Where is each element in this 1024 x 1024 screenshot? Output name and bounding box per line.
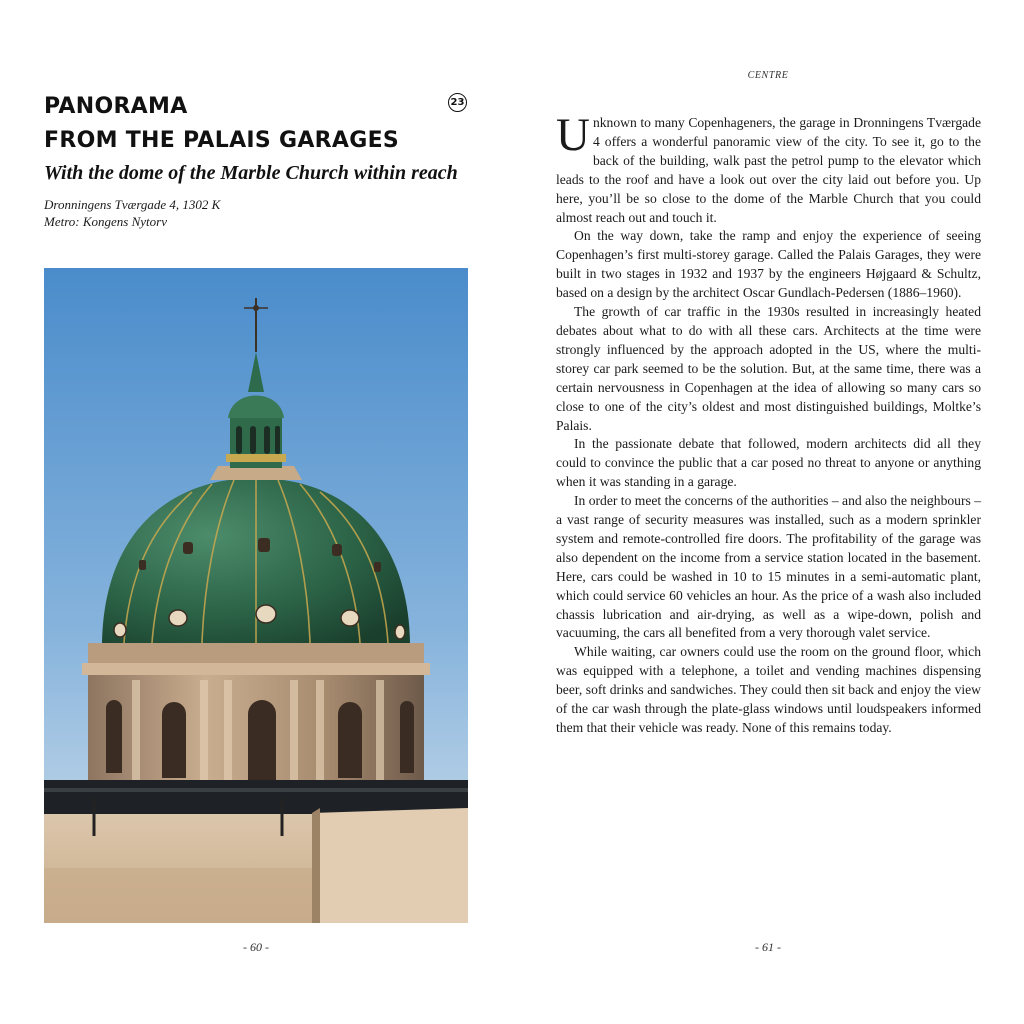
page-title xyxy=(44,90,399,158)
subtitle: With the dome of the Marble Church within reach xyxy=(44,162,458,184)
entry-number-badge: 23 xyxy=(448,93,467,112)
paragraph: In order to meet the concerns of the authorities – and also the neighbours – a vast range of security measures was installed, such as a modern sprinkler system and remote-controlled fire doors. The profitability of the garage was also dependent on the income from a service station located in the basement. Here, cars could be washed in 10 to 15 minutes in a semi-automatic plant, which could service 60 vehicles an hour. As the price of a wash also included chassis lubrication and air-drying, as well as a wipe-down, polish and vacuuming, the cars all benefited from a very thorough valet service. xyxy=(556,493,981,641)
paragraph: While waiting, car owners could use the room on the ground floor, which was equipped with a telephone, a toilet and vending machines dispensing beer, soft drinks and sandwiches. They could then sit back and enjoy the view of the car wash through the plate-glass windows until loudspeakers informed them that their vehicle was ready. None of this remains today. xyxy=(556,644,981,735)
address-line: Dronningens Tværgade 4, 1302 K xyxy=(44,197,221,212)
right-page xyxy=(512,0,1024,1024)
page-number: - 61 - xyxy=(755,940,781,954)
paragraph xyxy=(556,109,981,227)
paragraph-text: nknown to many Copenhageners, the garage in Dronningens Tværgade 4 offers a wonderful panoramic view of the city. To see it, go to the back of the building, walk past the petrol pump to the elevator which leads to the roof and have a look out over the city laid out before you. Up here, you’ll be so close to the dome of the Marble Church that you could almost reach out and touch it. xyxy=(556,115,981,225)
metro-line: Metro: Kongens Nytorv xyxy=(44,214,167,229)
paragraph: On the way down, take the ramp and enjoy the experience of seeing Copenhagen’s first multi-storey garage. Called the Palais Garages, they were built in two stages in 1932 and 1937 by the engineers Højgaard & Schultz, based on a design by the architect Oscar Gundlach-Pedersen (1886–1960). xyxy=(556,228,981,301)
running-head: CENTRE xyxy=(747,70,789,81)
paragraph: In the passionate debate that followed, modern architects did all they could to convince the public that a car posed no threat to anyone or anything when it was standing in a garage. xyxy=(556,436,981,490)
paragraph: The growth of car traffic in the 1930s resulted in increasingly heated debates about what to do with all these cars. Architects at the time were strongly influenced by the approach adopted in the US, where the multi-storey car park seemed to be the solution. But, at the same time, there was a certain nervousness in Copenhagen at the idea of allowing so many cars so close to one of the city’s oldest and most distinguished buildings, Moltke’s Palais. xyxy=(556,304,981,433)
title-line-1: PANORAMA xyxy=(44,94,188,119)
drop-cap: U xyxy=(556,109,590,161)
title-line-2: FROM THE PALAIS GARAGES xyxy=(44,128,400,153)
article-body xyxy=(556,109,981,738)
dome-photo xyxy=(44,268,468,923)
page-number: - 60 - xyxy=(243,940,269,954)
address-block xyxy=(44,196,220,230)
